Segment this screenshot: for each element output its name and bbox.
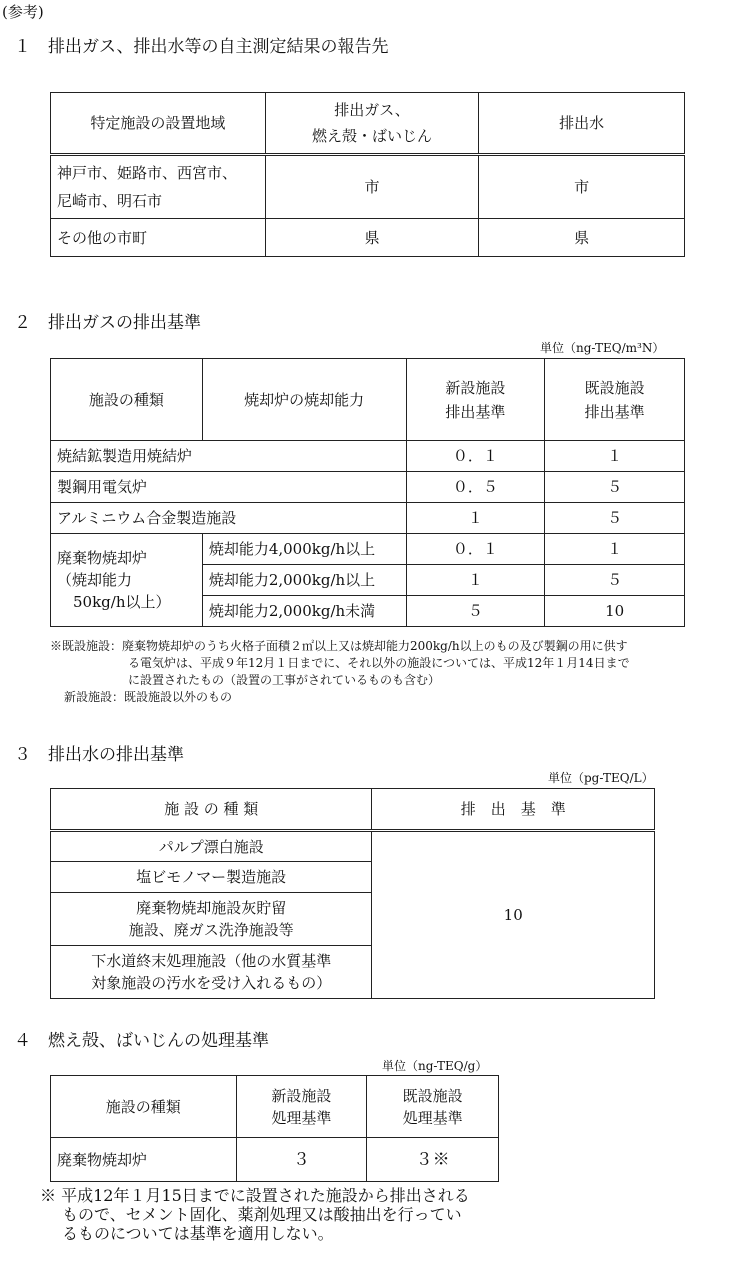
standard-value: 10 (372, 831, 655, 999)
report-destination-table (50, 92, 685, 257)
note-line2: もので、セメント固化、薬剤処理又は酸抽出を行ってい (62, 1205, 462, 1224)
row-line1: 下水道終末処理施設（他の水質基準 (91, 952, 332, 970)
facility-name: アルミニウム合金製造施設 (51, 503, 407, 534)
new-value: ０．１ (406, 534, 545, 565)
header-new (236, 1076, 367, 1138)
gas-standard-table (50, 358, 685, 627)
old-value: ５ (545, 472, 685, 503)
reference-label: (参考) (2, 3, 44, 21)
old-value: １ (545, 441, 685, 472)
header-new-line2: 処理基準 (271, 1108, 332, 1127)
region-line1: 神戸市、姫路市、西宮市、 (57, 164, 238, 182)
incinerator-line1: 廃棄物焼却炉 (57, 549, 148, 567)
header-new (406, 359, 545, 441)
ash-standard-table (50, 1075, 499, 1182)
header-old (367, 1076, 499, 1138)
new-value: ３ (236, 1138, 367, 1182)
new-value: ５ (406, 596, 545, 627)
old-value: ３※ (367, 1138, 499, 1182)
table-row: 塩ビモノマー製造施設 (51, 862, 372, 893)
header-old-line2: 排出基準 (584, 402, 645, 421)
table-row (51, 893, 372, 946)
header-type: 施 設 の 種 類 (51, 789, 372, 831)
capacity-cell: 焼却能力2,000kg/h未満 (202, 596, 406, 627)
section2-heading: ２ 排出ガスの排出基準 (14, 313, 201, 333)
row-line2: 施設、廃ガス洗浄施設等 (128, 921, 294, 939)
section1-heading: １ 排出ガス、排出水等の自主測定結果の報告先 (14, 37, 389, 57)
unit-label: 単位（ng-TEQ/m³N） (540, 341, 665, 355)
header-old-line2: 処理基準 (402, 1108, 463, 1127)
header-type: 施設の種類 (51, 1076, 237, 1138)
cell-gas: 市 (265, 155, 479, 219)
capacity-cell: 焼却能力2,000kg/h以上 (202, 565, 406, 596)
row-line2: 対象施設の汚水を受け入れるもの） (91, 974, 332, 992)
header-new-line1: 新設施設 (445, 378, 506, 397)
old-value: ５ (545, 503, 685, 534)
old-value: １ (545, 534, 685, 565)
note-line3: るものについては基準を適用しない。 (62, 1224, 334, 1243)
row-line1: 廃棄物焼却施設灰貯留 (136, 899, 287, 917)
header-water: 排出水 (479, 93, 685, 155)
header-old-line1: 既設施設 (584, 378, 645, 397)
section4-heading: ４ 燃え殻、ばいじんの処理基準 (14, 1031, 269, 1051)
header-region: 特定施設の設置地域 (51, 93, 266, 155)
header-standard: 排 出 基 準 (372, 789, 655, 831)
header-gas (265, 93, 479, 155)
new-value: ０．１ (406, 441, 545, 472)
old-value: ５ (545, 565, 685, 596)
facility-name: 製鋼用電気炉 (51, 472, 407, 503)
header-gas-line1: 排出ガス、 (334, 101, 410, 119)
header-type: 施設の種類 (51, 359, 203, 441)
ash-standard-note (40, 1186, 470, 1243)
header-old-line1: 既設施設 (402, 1086, 463, 1105)
table-row-region (51, 155, 266, 219)
note-line1: ※ 平成12年１月15日までに設置された施設から排出される (40, 1186, 470, 1205)
cell-water: 市 (479, 155, 685, 219)
note-line3: に設置されたもの（設置の工事がされているものも含む） (128, 673, 441, 687)
header-new-line2: 排出基準 (445, 402, 506, 421)
water-standard-table (50, 788, 655, 999)
gas-standard-note (50, 638, 630, 706)
table-row (51, 946, 372, 999)
old-value: 10 (545, 596, 685, 627)
header-capacity: 焼却炉の焼却能力 (202, 359, 406, 441)
note-line2: る電気炉は、平成９年12月１日までに、それ以外の施設については、平成12年１月14日まで (128, 656, 630, 670)
new-value: １ (406, 565, 545, 596)
header-new-line1: 新設施設 (271, 1086, 332, 1105)
region-line2: 尼崎市、明石市 (57, 192, 163, 210)
incinerator-line3: 50kg/h以上） (73, 593, 171, 611)
table-row-region: その他の市町 (51, 219, 266, 257)
unit-label: 単位（pg-TEQ/L） (548, 771, 654, 785)
incinerator-cell (51, 534, 203, 627)
capacity-cell: 焼却能力4,000kg/h以上 (202, 534, 406, 565)
section3-heading: ３ 排出水の排出基準 (14, 745, 184, 765)
facility-name: 廃棄物焼却炉 (51, 1138, 237, 1182)
new-value: １ (406, 503, 545, 534)
note-line4: 新設施設：既設施設以外のもの (64, 690, 233, 704)
unit-label: 単位（ng-TEQ/g） (382, 1059, 488, 1073)
cell-water: 県 (479, 219, 685, 257)
facility-name: 焼結鉱製造用焼結炉 (51, 441, 407, 472)
new-value: ０．５ (406, 472, 545, 503)
table-row: パルプ漂白施設 (51, 831, 372, 862)
incinerator-line2: （焼却能力 (57, 571, 133, 589)
header-gas-line2: 燃え殻・ばいじん (311, 127, 432, 145)
note-line1: ※既設施設：廃棄物焼却炉のうち火格子面積２㎡以上又は焼却能力200kg/h以上のもの及び製鋼の用に供す (50, 639, 628, 653)
cell-gas: 県 (265, 219, 479, 257)
header-old (545, 359, 685, 441)
